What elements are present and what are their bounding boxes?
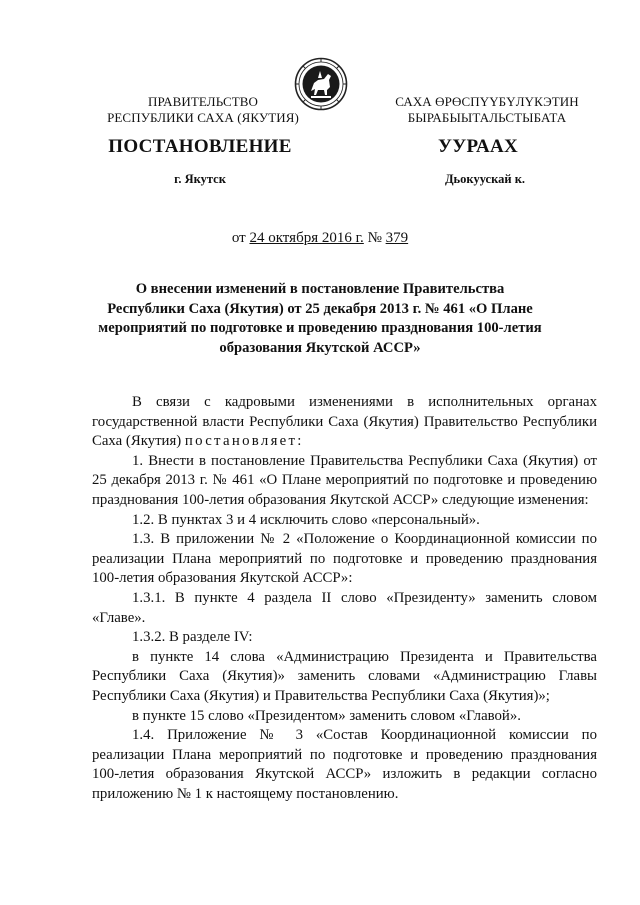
- paragraph-1-3: 1.3. В приложении № 2 «Положение о Координационной комиссии по реализации Плана мероприятий по подготовке и проведению празднования 100-летия образования Якутской АССР»:: [92, 531, 597, 587]
- intro-text: В связи с кадровыми изменениями в исполнительных органах государственной власти Республики Саха (Якутия) Правительство Республики Саха (Якутия): [92, 394, 597, 450]
- date-and-number: [0, 230, 640, 247]
- city-russian: г. Якутск: [174, 172, 226, 186]
- paragraph-1: 1. Внести в постановление Правительства Республики Саха (Якутия) от 25 декабря 2013 г. № 461 «О Плане мероприятий по подготовке и проведению празднования 100-летия образования Якутской АССР» следующие изменения:: [92, 452, 597, 508]
- document-subject: О внесении изменений в постановление Правительства Республики Саха (Якутия) от 25 декабря 2013 г. № 461 «О Плане мероприятий по подготовке и проведению празднования 100-летия образования Якутской АССР»: [98, 281, 542, 356]
- paragraph-1-4: 1.4. Приложение № 3 «Состав Координационной комиссии по реализации Плана мероприятий по подготовке и проведению празднования 100-летия образования Якутской АССР» изложить в редакции согласно приложению № 1 к настоящему постановлению.: [92, 727, 597, 802]
- document-type-title-yakut: УУРААХ: [437, 136, 519, 157]
- paragraph-1-2: 1.2. В пунктах 3 и 4 исключить слово «персональный».: [132, 511, 480, 528]
- issuer-left: [83, 94, 323, 126]
- intro-paragraph: [92, 393, 597, 452]
- paragraph-point-15: в пункте 15 слово «Президентом» заменить словом «Главой».: [132, 707, 521, 724]
- number-sign: №: [363, 230, 386, 246]
- document-body: [92, 393, 597, 804]
- issuer-left-line1: ПРАВИТЕЛЬСТВО: [147, 94, 259, 109]
- resolves-word: постановляет:: [184, 433, 304, 450]
- document-type-title: ПОСТАНОВЛЕНИЕ: [108, 136, 292, 157]
- city-yakut: Дьокуускай к.: [444, 172, 526, 186]
- paragraph-1-3-1: 1.3.1. В пункте 4 раздела II слово «Президенту» заменить словом «Главе».: [92, 589, 597, 626]
- issuer-left-line2: РЕСПУБЛИКИ САХА (ЯКУТИЯ): [107, 110, 299, 125]
- issuer-right-line1: САХА ӨРӨСПҮҮБҮЛҮКЭТИН: [395, 94, 579, 109]
- issuer-right-line2: БЫРАБЫЫТАЛЬСТЫБАТА: [407, 110, 567, 125]
- document-date: 24 октября 2016 г.: [249, 230, 364, 246]
- document-number: 379: [385, 230, 409, 246]
- coat-of-arms-icon: [294, 57, 348, 111]
- date-prefix: от: [231, 230, 250, 246]
- paragraph-point-14: в пункте 14 слова «Администрацию Президента и Правительства Республики Саха (Якутия)» заменить словами «Администрацию Главы Республики Саха (Якутия) и Правительства Республики Саха (Якутия)»;: [92, 648, 597, 704]
- paragraph-1-3-2: 1.3.2. В разделе IV:: [132, 629, 253, 646]
- issuer-right: [367, 94, 607, 126]
